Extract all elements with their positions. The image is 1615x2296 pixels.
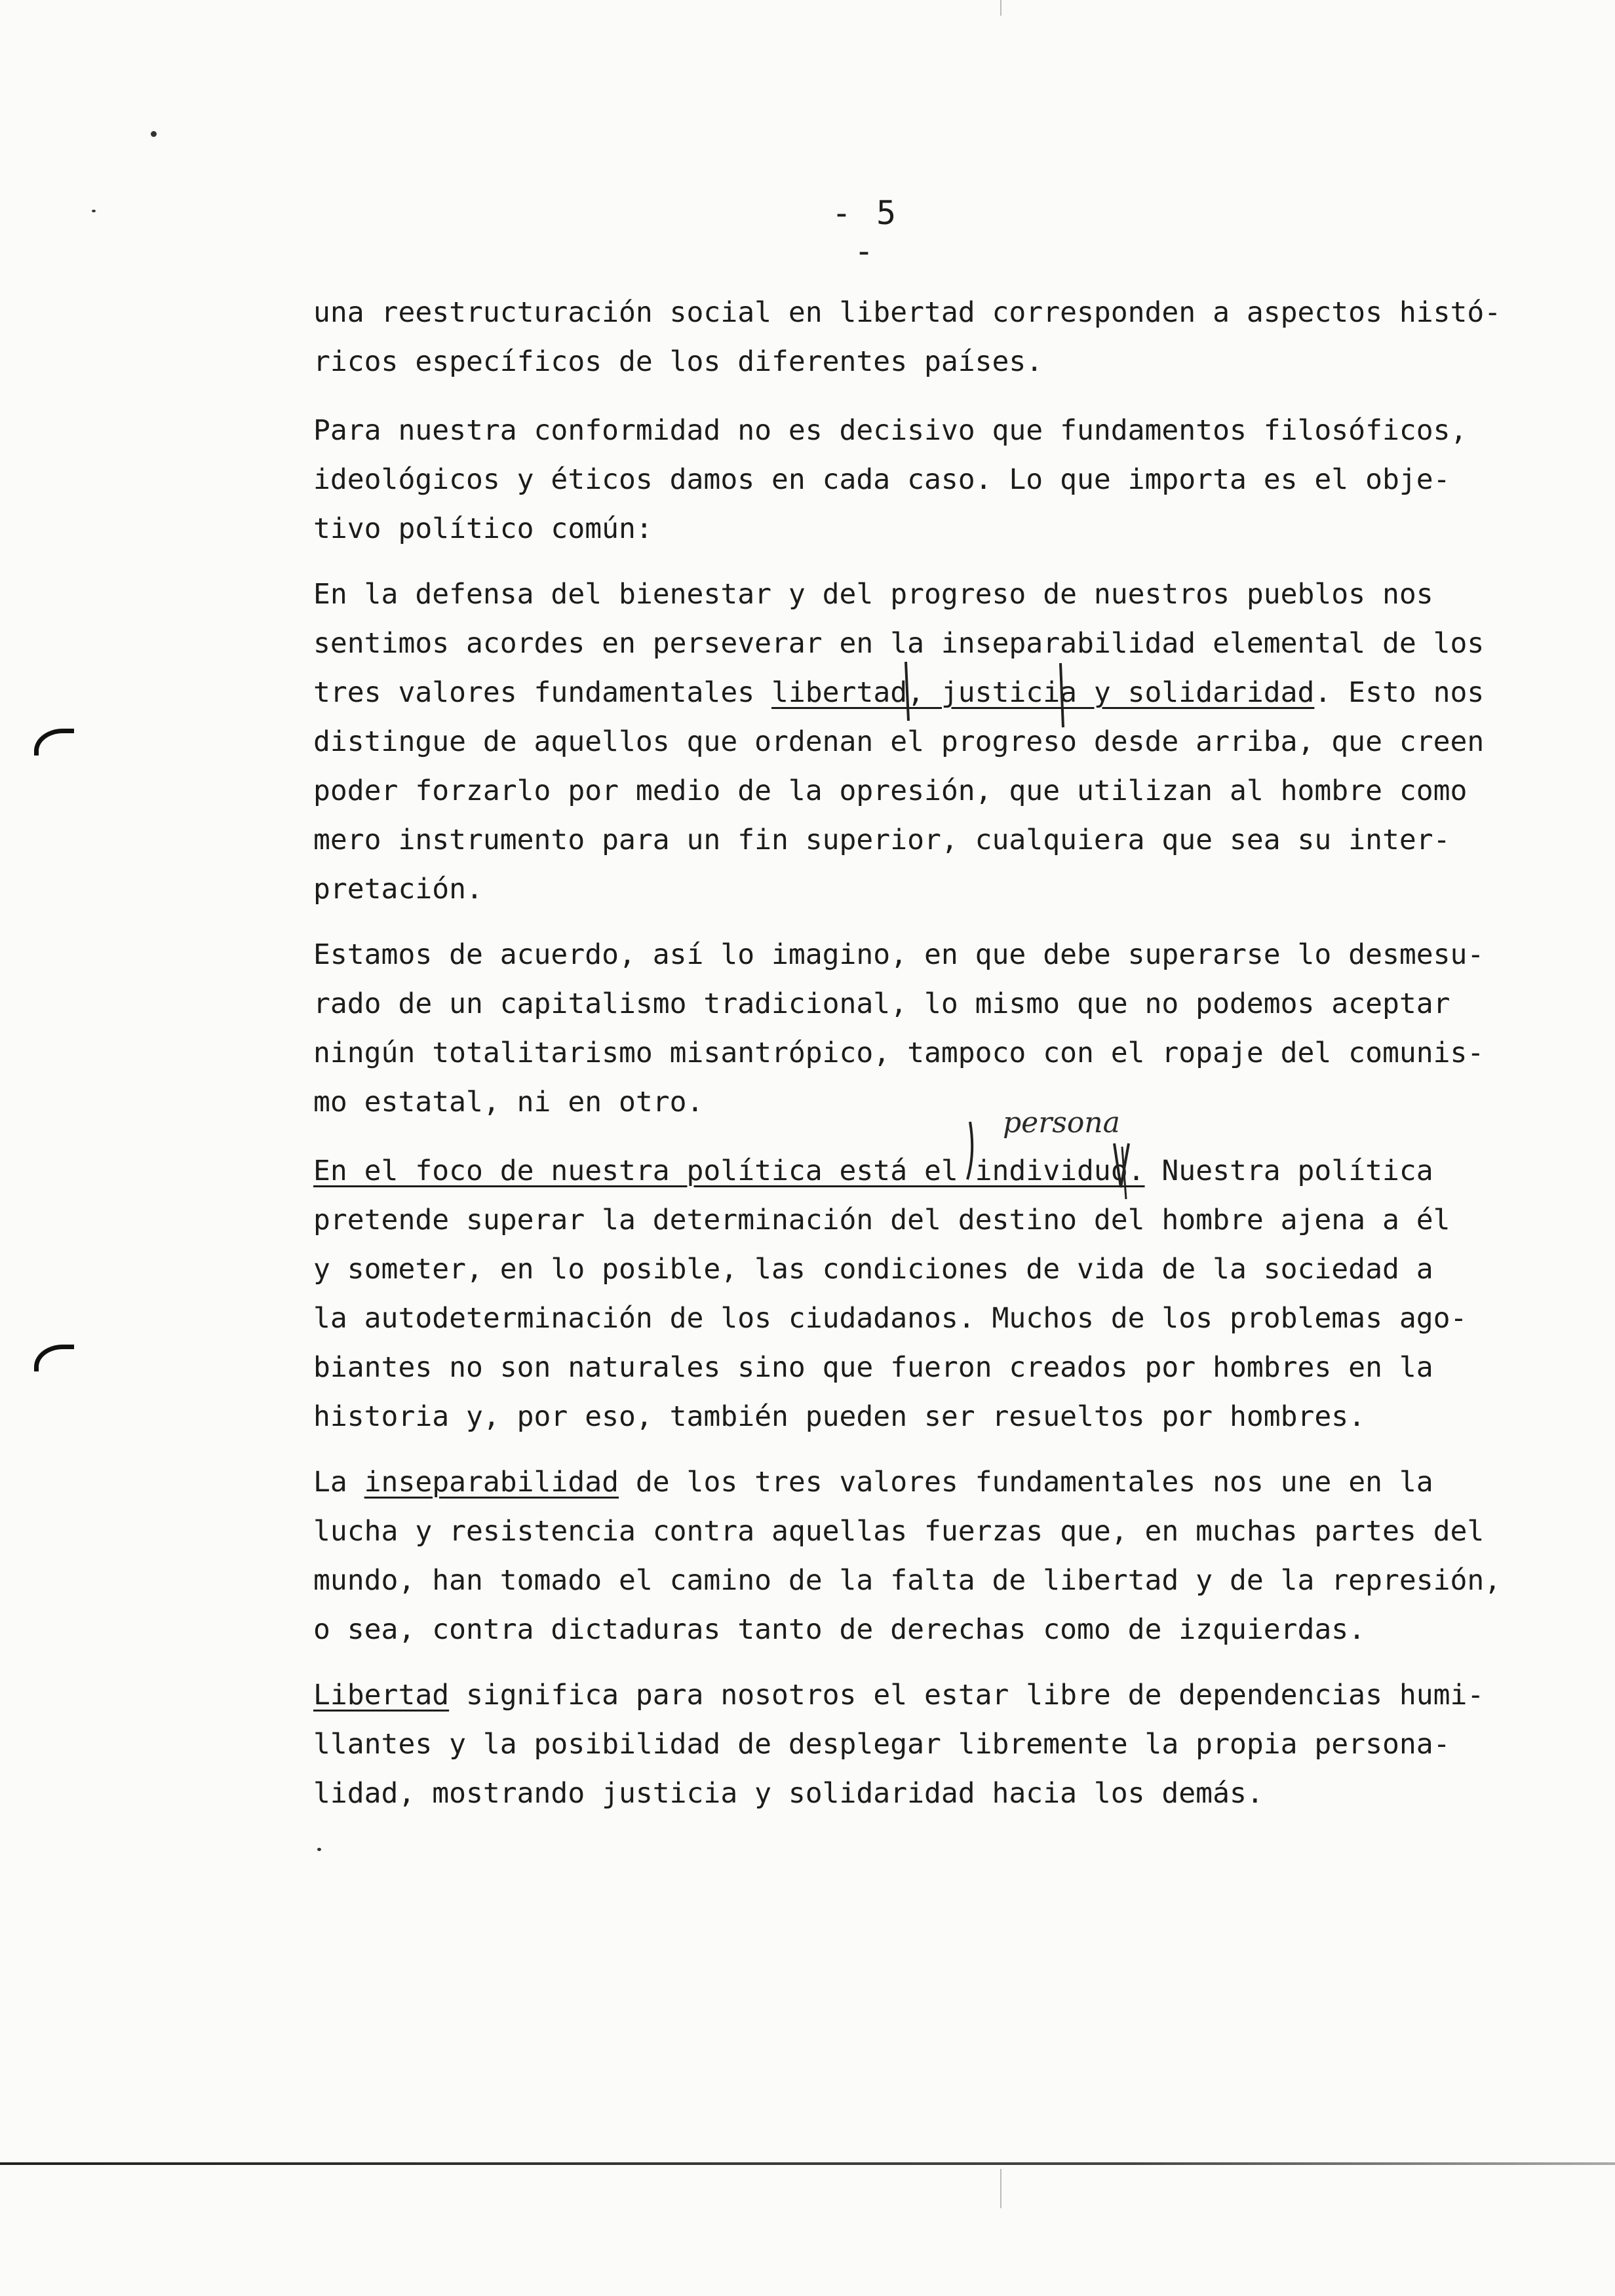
handwritten-annotation: persona: [1003, 1106, 1120, 1139]
text-line: mero instrumento para un fin superior, cualquiera que sea su inter-: [313, 824, 1450, 856]
text-line: poder forzarlo por medio de la opresión, que utilizan al hombre como: [313, 775, 1468, 807]
text-line: ideológicos y éticos damos en cada caso. Lo que importa es el obje-: [313, 463, 1450, 496]
text-line: pretación.: [313, 873, 483, 906]
underlined-inseparabilidad: inseparabilidad: [364, 1466, 619, 1499]
fold-line: [1000, 2169, 1002, 2208]
text-segment: significa para nosotros el estar libre de dependencias humi-: [449, 1679, 1485, 1712]
text-line: tivo político común:: [313, 512, 653, 545]
text-line: biantes no son naturales sino que fueron creados por hombres en la: [313, 1351, 1433, 1384]
text-line: mundo, han tomado el camino de la falta de libertad y de la represión,: [313, 1564, 1502, 1597]
text-line: una reestructuración social en libertad corresponden a aspectos histó-: [313, 296, 1502, 329]
text-line: rado de un capitalismo tradicional, lo mismo que no podemos aceptar: [313, 987, 1450, 1020]
paper-speck: [151, 131, 157, 137]
text-segment: La: [313, 1466, 364, 1499]
underlined-individuo-sentence: En el foco de nuestra política está el individuo.: [313, 1155, 1145, 1187]
text-segment: . Esto nos: [1314, 676, 1485, 709]
pen-stroke-mark: [967, 1122, 972, 1179]
text-line: lidad, mostrando justicia y solidaridad hacia los demás.: [313, 1777, 1264, 1810]
text-line: la autodeterminación de los ciudadanos. Muchos de los problemas ago-: [313, 1302, 1468, 1335]
text-line: ricos específicos de los diferentes países.: [313, 345, 1043, 378]
paper-speck: [317, 1848, 321, 1851]
text-line: y someter, en lo posible, las condiciones de vida de la sociedad a: [313, 1253, 1433, 1286]
text-line: ningún totalitarismo misantrópico, tampoco con el ropaje del comunis-: [313, 1037, 1485, 1069]
paper-speck: [92, 210, 96, 212]
text-line: o sea, contra dictaduras tanto de derechas como de izquierdas.: [313, 1613, 1366, 1646]
text-line: llantes y la posibilidad de desplegar libremente la propia persona-: [313, 1728, 1450, 1761]
text-line: pretende superar la determinación del destino del hombre ajena a él: [313, 1204, 1450, 1236]
text-line: distingue de aquellos que ordenan el progreso desde arriba, que creen: [313, 725, 1485, 758]
pen-stroke-mark: [906, 662, 908, 721]
text-line: lucha y resistencia contra aquellas fuerzas que, en muchas partes del: [313, 1515, 1485, 1548]
fold-line: [1000, 0, 1002, 16]
pen-stroke-mark: [1060, 663, 1063, 727]
text-line: mo estatal, ni en otro.: [313, 1086, 704, 1119]
text-segment: de los tres valores fundamentales nos une en la: [619, 1466, 1433, 1499]
underlined-values: libertad, justicia y solidaridad: [771, 676, 1315, 709]
text-line: historia y, por eso, también pueden ser resueltos por hombres.: [313, 1400, 1366, 1433]
text-segment: Nuestra política: [1144, 1155, 1433, 1187]
text-line: Para nuestra conformidad no es decisivo que fundamentos filosóficos,: [313, 414, 1468, 447]
text-line: En la defensa del bienestar y del progreso de nuestros pueblos nos: [313, 578, 1433, 611]
page-number: - 5 -: [831, 194, 899, 270]
text-segment: tres valores fundamentales: [313, 676, 771, 709]
text-line: sentimos acordes en perseverar en la inseparabilidad elemental de los: [313, 627, 1485, 660]
underlined-libertad: Libertad: [313, 1679, 450, 1712]
bottom-rule: [0, 2162, 1615, 2165]
text-line: Estamos de acuerdo, así lo imagino, en que debe superarse lo desmesu-: [313, 938, 1485, 971]
